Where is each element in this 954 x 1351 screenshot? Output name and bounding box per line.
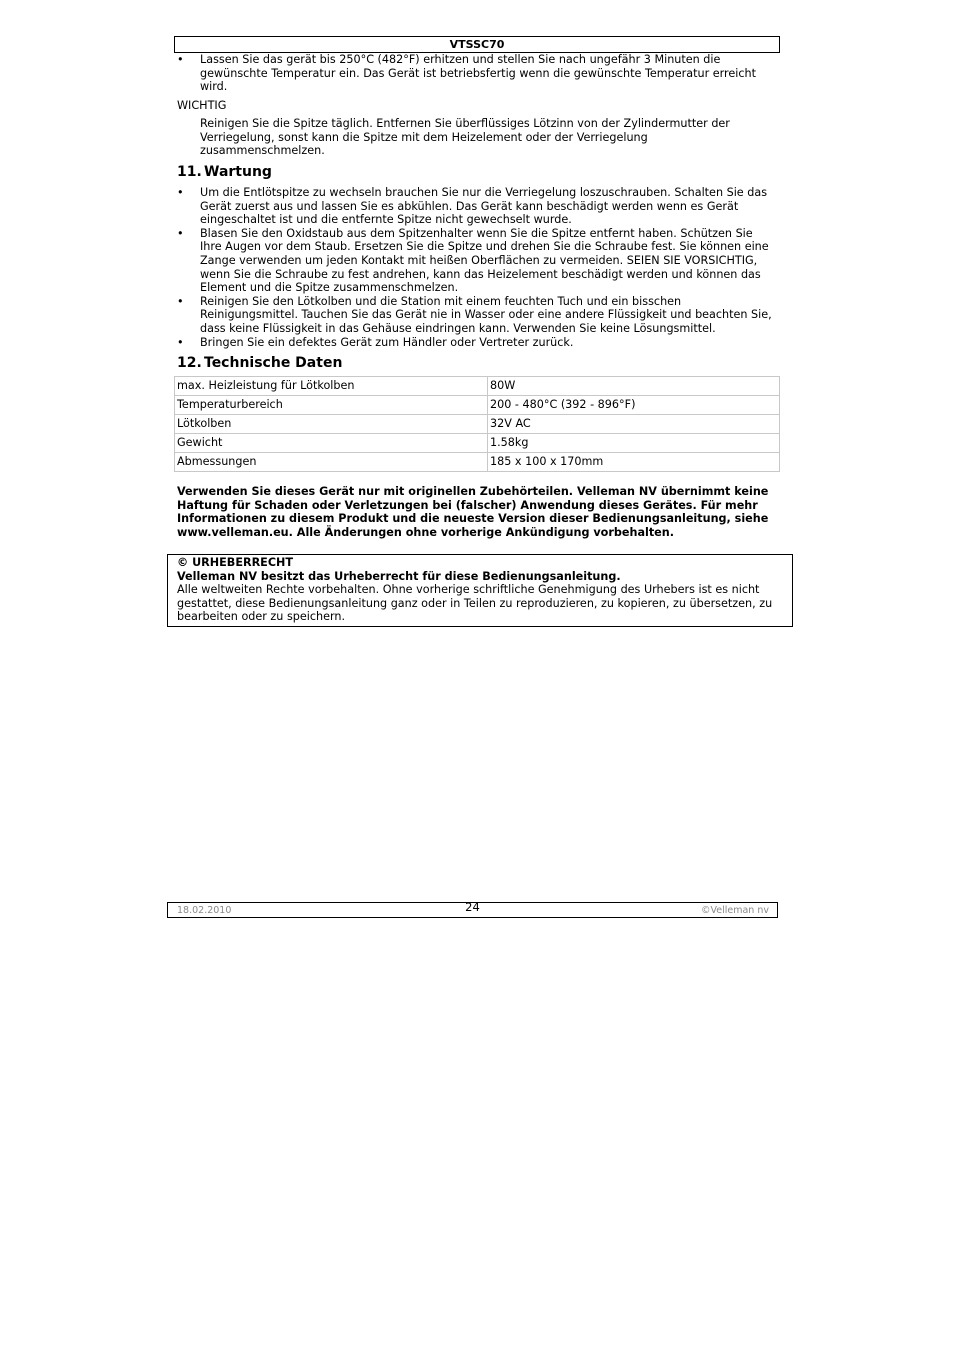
bullet-icon: • xyxy=(177,335,184,349)
table-row xyxy=(175,396,780,415)
spec-value: 1.58kg xyxy=(488,434,780,453)
spec-value: 185 x 100 x 170mm xyxy=(488,453,780,472)
section-title: Technische Daten xyxy=(204,355,343,371)
page-header xyxy=(174,36,780,53)
list-item: • Bringen Sie ein defektes Gerät zum Händler oder Vertreter zurück. xyxy=(177,335,574,349)
table-row xyxy=(175,434,780,453)
copyright-heading: © URHEBERRECHT xyxy=(177,556,294,569)
important-label: WICHTIG xyxy=(177,99,227,112)
spec-key: Gewicht xyxy=(175,434,488,453)
spec-value: 32V AC xyxy=(488,415,780,434)
copyright-text: Alle weltweiten Rechte vorbehalten. Ohne vorherige schriftliche Genehmigung des Urhebers ist es nicht gestattet, diese Bedienungsanleitung ganz oder in Teilen zu reproduzieren, zu kopieren, zu übersetzen, zu bearbeiten oder zu speichern. xyxy=(177,583,773,624)
specs-table xyxy=(174,376,780,472)
bullet-icon: • xyxy=(177,294,184,308)
footer-date: 18.02.2010 xyxy=(177,905,232,916)
intro-list xyxy=(177,53,777,94)
spec-value: 200 - 480°C (392 - 896°F) xyxy=(488,396,780,415)
table-row xyxy=(175,415,780,434)
maintenance-list xyxy=(177,186,777,349)
table-row xyxy=(175,377,780,396)
list-item: • Reinigen Sie den Lötkolben und die Station mit einem feuchten Tuch und ein bisschen Reinigungsmittel. Tauchen Sie das Gerät nie in Wasser oder eine andere Flüssigkeit und beachten Sie, dass keine Flüssigkeit in das Gehäuse eindringen kann. Verwenden Sie keine Lösungsmittel. xyxy=(177,294,772,335)
copyright-subheading: Velleman NV besitzt das Urheberrecht für diese Bedienungsanleitung. xyxy=(177,569,621,583)
spec-key: Lötkolben xyxy=(175,415,488,434)
bullet-icon: • xyxy=(177,186,184,199)
list-item: • Blasen Sie den Oxidstaub aus dem Spitzenhalter wenn Sie die Spitze entfernt haben. Schützen Sie Ihre Augen vor dem Staub. Ersetzen Sie die Spitze und drehen Sie die Schraube fest. Sie können eine Zange verwenden um jeden Kontakt mit heißen Oberflächen zu vermeiden. SEIEN SIE VORSICHTIG, wenn Sie die Schraube zu fest andrehen, kann das Heizelement beschädigt werden und können das Element und die Spitze zusammenschmelzen. xyxy=(177,226,769,295)
table-row xyxy=(175,453,780,472)
section-title: Wartung xyxy=(204,164,272,180)
spec-key: max. Heizleistung für Lötkolben xyxy=(175,377,488,396)
section-heading-wartung xyxy=(177,164,272,180)
copyright-box xyxy=(167,554,793,627)
list-item: • Um die Entlötspitze zu wechseln brauchen Sie nur die Verriegelung loszuschrauben. Schalten Sie das Gerät zuerst aus und lassen Sie es abkühlen. Das Gerät kann beschädigt werden wenn es Gerät eingeschaltet ist und die entfernte Spitze nicht gewechselt wurde. xyxy=(177,186,768,227)
important-text: Reinigen Sie die Spitze täglich. Entfernen Sie überflüssiges Lötzinn von der Zylindermutter der Verriegelung, sonst kann die Spitze mit dem Heizelement oder der Verriegelung zusammenschmelzen. xyxy=(200,117,730,158)
spec-key: Abmessungen xyxy=(175,453,488,472)
footer-copyright: ©Velleman nv xyxy=(701,905,769,916)
spec-value: 80W xyxy=(488,377,780,396)
list-item: • Lassen Sie das gerät bis 250°C (482°F) erhitzen und stellen Sie nach ungefähr 3 Minuten die gewünschte Temperatur ein. Das Gerät ist betriebsfertig wenn die gewünschte Temperatur erreicht wird. xyxy=(177,53,757,94)
bullet-icon: • xyxy=(177,226,184,240)
page-number: 24 xyxy=(465,900,480,914)
bullet-icon: • xyxy=(177,53,184,66)
section-heading-technische-daten xyxy=(177,355,342,371)
spec-key: Temperaturbereich xyxy=(175,396,488,415)
usage-notice: Verwenden Sie dieses Gerät nur mit originellen Zubehörteilen. Velleman NV übernimmt keine Haftung für Schaden oder Verletzungen bei (falscher) Anwendung dieses Gerätes. Für mehr Informationen zu diesem Produkt und die neueste Version dieser Bedienungsanleitung, siehe www.velleman.eu. Alle Änderungen ohne vorherige Ankündigung vorbehalten. xyxy=(177,485,769,539)
section-number: 12. xyxy=(177,355,202,371)
model-name: VTSSC70 xyxy=(449,38,505,51)
page-footer xyxy=(167,902,778,918)
section-number: 11. xyxy=(177,164,202,180)
